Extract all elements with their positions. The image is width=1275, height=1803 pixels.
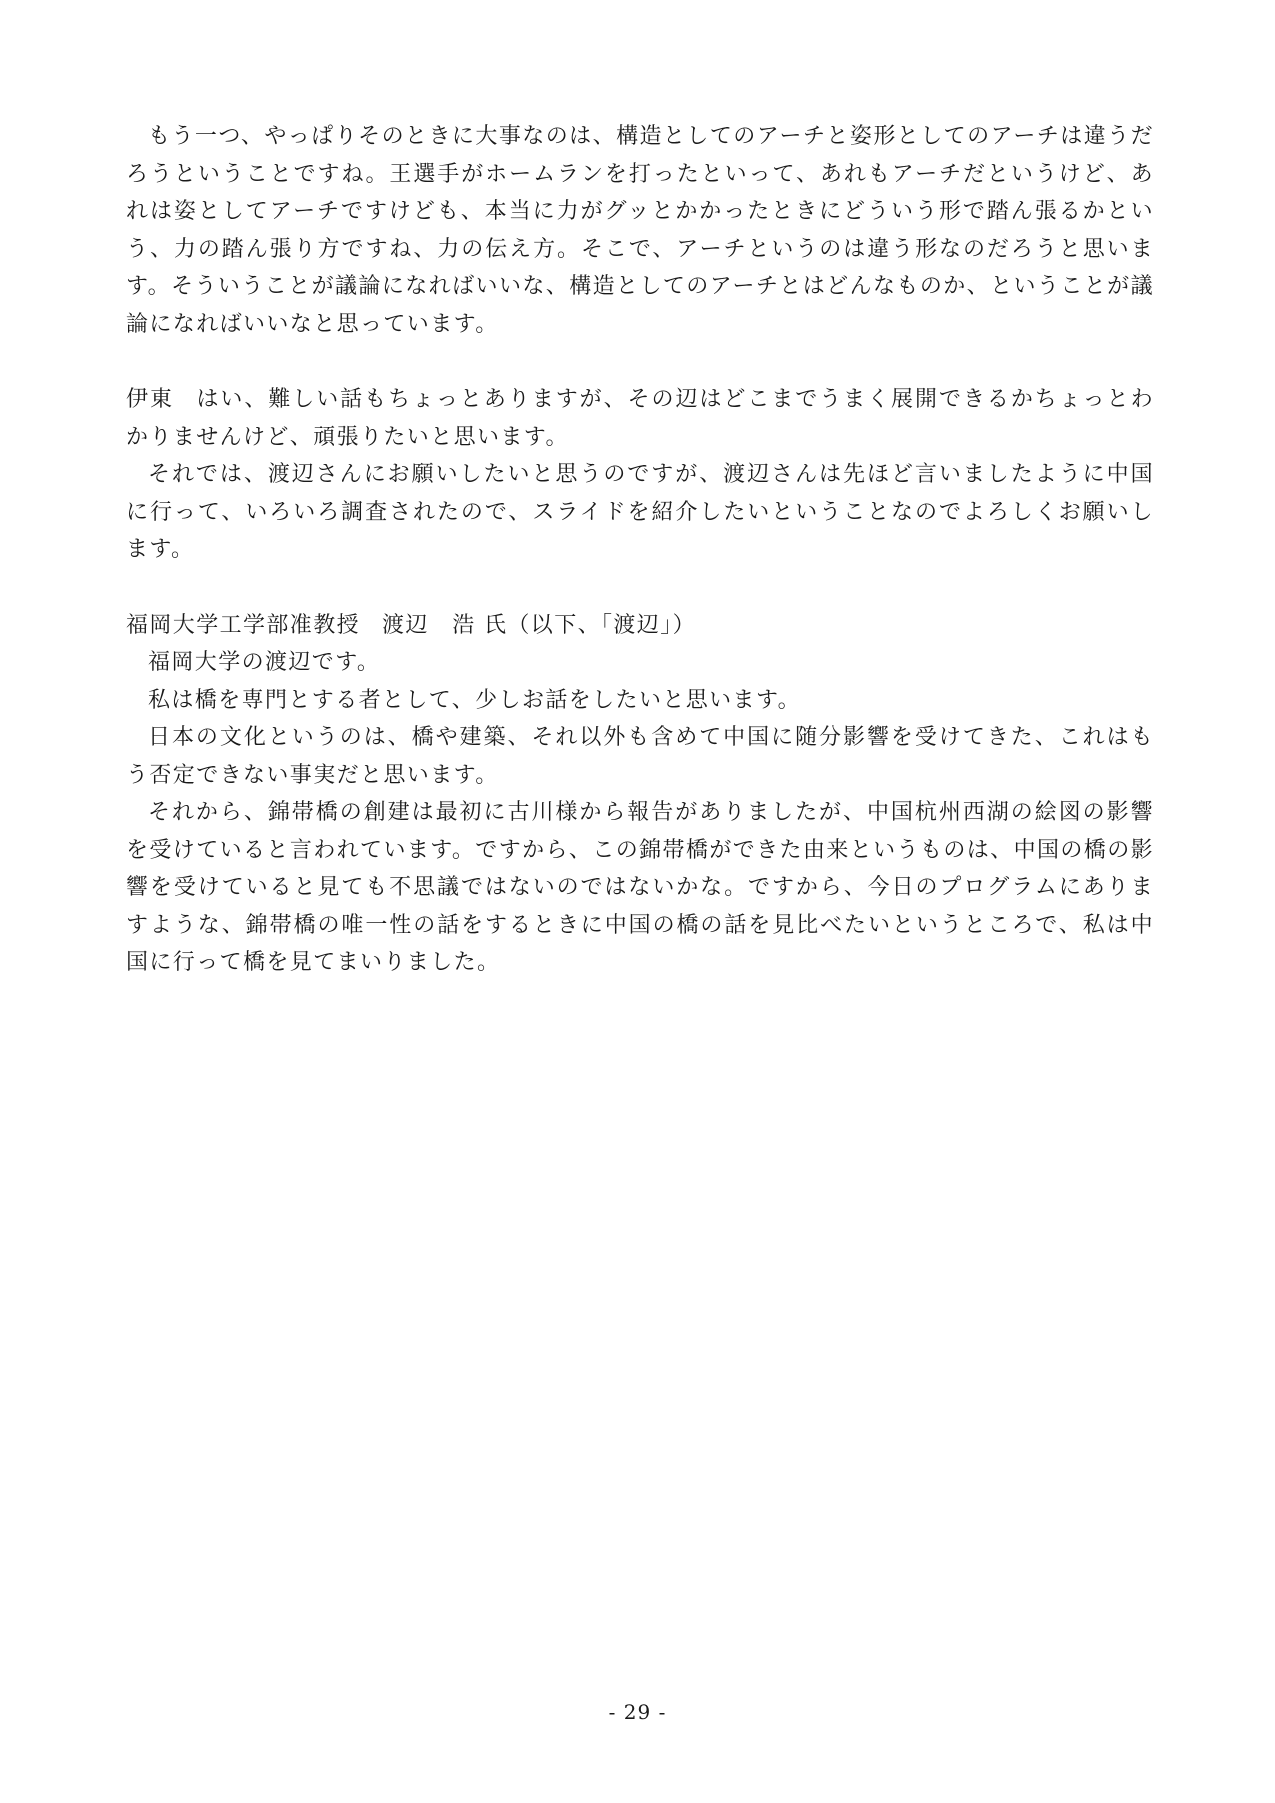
document-body — [126, 118, 1154, 982]
opening-paragraph: もう一つ、やっぱりそのときに大事なのは、構造としてのアーチと姿形としてのアーチは違うだろうということですね。王選手がホームランを打ったといって、あれもアーチだというけど、あれは姿としてアーチですけども、本当に力がグッとかかったときにどういう形で踏ん張るかという、力の踏ん張り方ですね、力の伝え方。そこで、アーチというのは違う形なのだろうと思います。そういうことが議論になればいいな、構造としてのアーチとはどんなものか、ということが議論になればいいなと思っています。 — [126, 124, 1154, 337]
spacer — [126, 343, 1154, 381]
speaker-heading-watanabe — [126, 607, 1154, 645]
ito-paragraph-1 — [126, 381, 1154, 456]
speaker-affiliation: 福岡大学工学部准教授 — [126, 612, 361, 638]
watanabe-line-4: それから、錦帯橋の創建は最初に古川様から報告がありましたが、中国杭州西湖の絵図の影響を受けていると言われています。ですから、この錦帯橋ができた由来というものは、中国の橋の影響を受けていると見ても不思議ではないのではないかな。ですから、今日のプログラムにありますような、錦帯橋の唯一性の話をするときに中国の橋の話を見比べたいというところで、私は中国に行って橋を見てまいりました。 — [126, 800, 1154, 975]
watanabe-line-3: 日本の文化というのは、橋や建築、それ以外も含めて中国に随分影響を受けてきた、これはもう否定できない事実だと思います。 — [126, 725, 1154, 788]
ito-text-1: はい、難しい話もちょっとありますが、その辺はどこまでうまく展開できるかちょっとわかりませんけど、頑張りたいと思います。 — [126, 387, 1154, 450]
watanabe-line-1: 福岡大学の渡辺です。 — [148, 650, 381, 675]
page-number: - 29 - — [608, 1700, 667, 1724]
spacer — [126, 569, 1154, 607]
ito-paragraph-2: それでは、渡辺さんにお願いしたいと思うのですが、渡辺さんは先ほど言いましたように中国に行って、いろいろ調査されたので、スライドを紹介したいということなのでよろしくお願いします。 — [126, 462, 1154, 562]
speaker-name-ito: 伊東 — [126, 387, 174, 412]
watanabe-line-2: 私は橋を専門とする者として、少しお話をしたいと思います。 — [148, 687, 802, 713]
speaker-name-watanabe: 渡辺 浩 氏（以下、「渡辺」） — [382, 612, 697, 638]
